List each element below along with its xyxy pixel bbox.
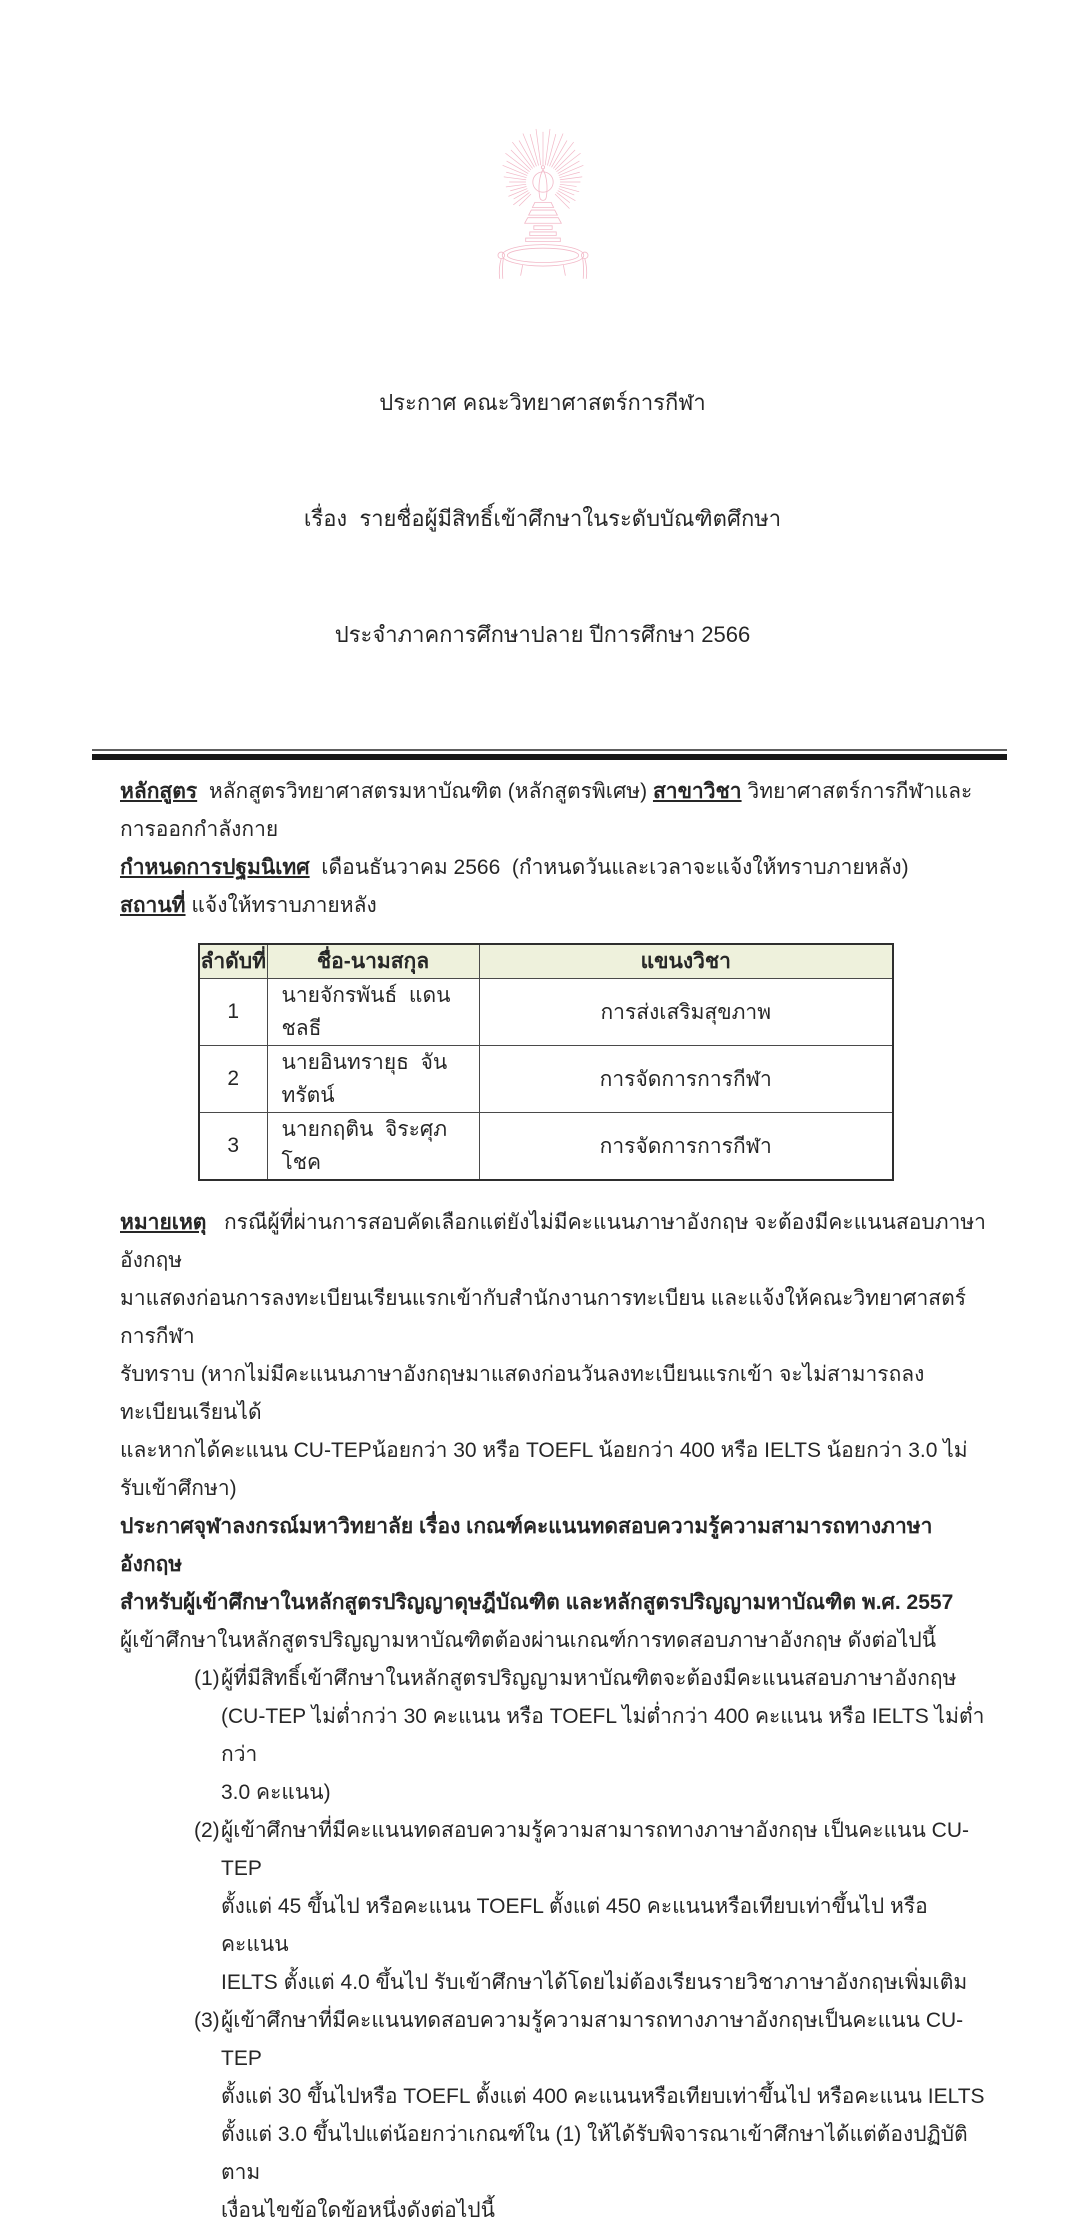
table-header-row <box>199 944 893 979</box>
announcement-title <box>0 306 1085 732</box>
major-label: สาขาวิชา <box>652 780 742 803</box>
remarks-text: และหากได้คะแนน CU-TEPน้อยกว่า 30 หรือ TOEFL น้อยกว่า 400 หรือ IELTS น้อยกว่า 3.0 ไม่รับเข้าศึกษา) <box>120 1439 968 1500</box>
column-header-field: แขนงวิชา <box>479 944 893 979</box>
admitted-students-table <box>198 943 894 1181</box>
university-emblem <box>0 0 1085 292</box>
orientation-value: เดือนธันวาคม 2566 (กำหนดวันและเวลาจะแจ้งให้ทราบภายหลัง) <box>309 856 909 879</box>
remarks-paragraph <box>120 1204 987 1508</box>
list-item-number: (1) <box>194 1667 220 1690</box>
cell-name: นายอินทรายุธ จันทรัตน์ <box>267 1046 479 1113</box>
criteria-heading: สำหรับผู้เข้าศึกษาในหลักสูตรปริญญาดุษฎีบัณฑิต และหลักสูตรปริญญามหาบัณฑิต พ.ศ. 2557 <box>120 1591 954 1614</box>
program-value: หลักสูตรวิทยาศาสตรมหาบัณฑิต (หลักสูตรพิเศษ) <box>197 780 653 803</box>
cell-field: การจัดการการกีฬา <box>479 1046 893 1113</box>
announcement-subject: เรื่อง รายชื่อผู้มีสิทธิ์เข้าศึกษาในระดับบัณฑิตศึกษา <box>303 506 782 531</box>
list-item: (2) ผู้เข้าศึกษาที่มีคะแนนทดสอบความรู้ความสามารถทางภาษาอังกฤษ เป็นคะแนน CU-TEP ตั้งแต่ 45 ขึ้นไป หรือคะแนน TOEFL ตั้งแต่ 450 คะแนนหรือเทียบเท่าขึ้นไป หรือคะแนน IELTS ตั้งแต่ 4.0 ขึ้นไป รับเข้าศึกษาได้โดยไม่ต้องเรียนรายวิชาภาษาอังกฤษเพิ่มเติม <box>120 1812 987 2002</box>
orientation-label: กำหนดการปฐมนิเทศ <box>120 856 310 879</box>
orientation-line <box>120 849 987 887</box>
venue-line <box>120 887 987 925</box>
venue-label: สถานที่ <box>120 894 186 917</box>
list-item: (3) ผู้เข้าศึกษาที่มีคะแนนทดสอบความรู้ความสามารถทางภาษาอังกฤษเป็นคะแนน CU-TEP ตั้งแต่ 30 ขึ้นไปหรือ TOEFL ตั้งแต่ 400 คะแนนหรือเทียบเท่าขึ้นไป หรือคะแนน IELTS ตั้งแต่ 3.0 ขึ้นไปแต่น้อยกว่าเกณฑ์ใน (1) ให้ได้รับพิจารณาเข้าศึกษาได้แต่ต้องปฏิบัติตาม เงื่อนไขข้อใดข้อหนึ่งดังต่อไปนี้ <box>120 2002 987 2230</box>
cell-field: การส่งเสริมสุขภาพ <box>479 979 893 1046</box>
cell-no: 3 <box>199 1113 267 1181</box>
table-row <box>199 1046 893 1113</box>
criteria-list <box>120 1660 987 2230</box>
venue-value: แจ้งให้ทราบภายหลัง <box>185 894 377 917</box>
phra-kiao-emblem-icon <box>481 124 605 292</box>
column-header-no: ลำดับที่ <box>199 944 267 979</box>
emblem-halo <box>532 172 552 192</box>
cell-name: นายกฤติน จิระศุภโชค <box>267 1113 479 1181</box>
double-rule-divider <box>92 749 1007 760</box>
announcement-faculty: ประกาศ คณะวิทยาศาสตร์การกีฬา <box>379 390 706 415</box>
program-label: หลักสูตร <box>120 780 198 803</box>
english-criteria-section <box>120 1508 987 2230</box>
program-line <box>120 773 987 849</box>
criteria-heading: ประกาศจุฬาลงกรณ์มหาวิทยาลัย เรื่อง เกณฑ์คะแนนทดสอบความรู้ความสามารถทางภาษาอังกฤษ <box>120 1515 933 1576</box>
cell-name: นายจักรพันธ์ แดนชลธี <box>267 979 479 1046</box>
remarks-text: กรณีผู้ที่ผ่านการสอบคัดเลือกแต่ยังไม่มีคะแนนภาษาอังกฤษ จะต้องมีคะแนนสอบภาษาอังกฤษ <box>120 1211 986 1272</box>
list-item-number: (2) <box>194 1819 220 1842</box>
emblem-spire <box>524 166 561 242</box>
divider-thick-line <box>92 754 1007 760</box>
column-header-name: ชื่อ-นามสกุล <box>267 944 479 979</box>
major-value: วิทยาศาสตร์การกีฬาและการออกกำลังกาย <box>120 780 973 841</box>
list-item: (1) ผู้ที่มีสิทธิ์เข้าศึกษาในหลักสูตรปริญญามหาบัณฑิตจะต้องมีคะแนนสอบภาษาอังกฤษ (CU-TEP ไม่ต่ำกว่า 30 คะแนน หรือ TOEFL ไม่ต่ำกว่า 400 คะแนน หรือ IELTS ไม่ต่ำกว่า 3.0 คะแนน) <box>120 1660 987 1812</box>
cell-no: 1 <box>199 979 267 1046</box>
remarks-text: มาแสดงก่อนการลงทะเบียนเรียนแรกเข้ากับสำนักงานการทะเบียน และแจ้งให้คณะวิทยาศาสตร์การกีฬา <box>120 1287 967 1348</box>
remarks-text: รับทราบ (หากไม่มีคะแนนภาษาอังกฤษมาแสดงก่อนวันลงทะเบียนแรกเข้า จะไม่สามารถลงทะเบียนเรียนได้ <box>120 1363 925 1424</box>
list-item-number: (3) <box>194 2009 220 2032</box>
criteria-intro: ผู้เข้าศึกษาในหลักสูตรปริญญามหาบัณฑิตต้องผ่านเกณฑ์การทดสอบภาษาอังกฤษ ดังต่อไปนี้ <box>120 1629 937 1652</box>
table-row <box>199 979 893 1046</box>
remarks-label: หมายเหตุ <box>120 1211 207 1234</box>
table-row <box>199 1113 893 1181</box>
cell-no: 2 <box>199 1046 267 1113</box>
emblem-base-cushion <box>497 245 587 279</box>
document-body <box>120 773 987 2230</box>
cell-field: การจัดการการกีฬา <box>479 1113 893 1181</box>
announcement-term: ประจำภาคการศึกษาปลาย ปีการศึกษา 2566 <box>334 622 751 647</box>
